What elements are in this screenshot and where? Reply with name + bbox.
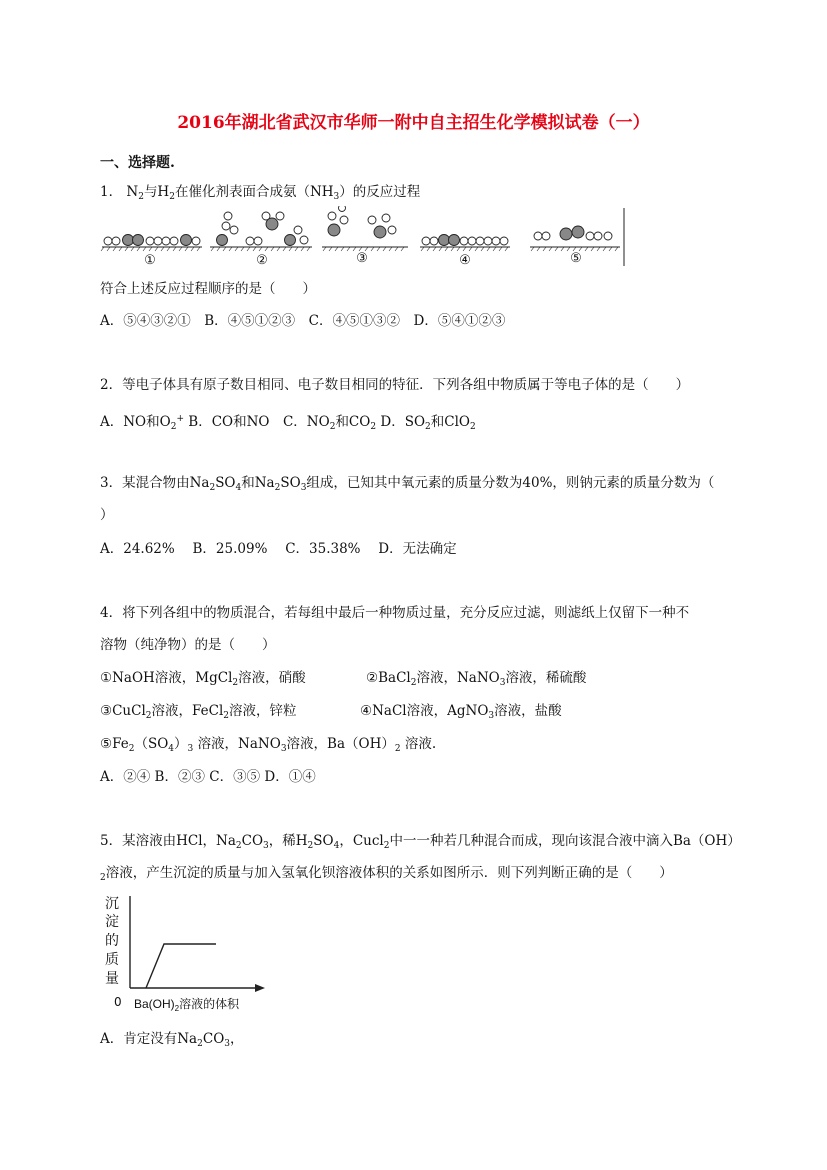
question-4-item-1: ①NaOH溶液，MgCl$_2$溶液，硝酸 xyxy=(100,670,306,688)
figure-label-1: ① xyxy=(144,253,156,268)
graph-origin: 0 xyxy=(114,995,122,1009)
page-title: 2016年湖北省武汉市华师一附中自主招生化学模拟试卷（一） xyxy=(177,113,650,133)
question-4-item-3: ③CuCl$_2$溶液，FeCl$_2$溶液，锌粒 xyxy=(100,703,297,721)
graph-xlabel: $Ba(OH)_2$溶液的体积 xyxy=(134,997,240,1013)
figure-label-3: ③ xyxy=(356,251,368,266)
question-3-options: A．24.62% B．25.09% C．35.38% D．无法确定 xyxy=(100,541,457,557)
graph-ylabel-char: 沉 xyxy=(105,896,119,912)
question-4-stem: 4．将下列各组中的物质混合，若每组中最后一种物质过量，充分反应过滤，则滤纸上仅留下一种不 xyxy=(100,605,690,621)
question-5-stem: 5．某溶液由HCl，$Na_2CO_3$，稀$H_2SO_4$，Cucl$_2$中一一种若几种混合而成，现向该混合液中滴入Ba（OH） xyxy=(100,833,741,851)
question-3-stem: 3．某混合物由$Na_2SO_4$和$Na_2SO_3$组成，已知其中氧元素的质量分数为40%，则钠元素的质量分数为（ xyxy=(100,475,715,493)
question-1-options: A．⑤④③②① B．④⑤①②③ C．④⑤①③② D．⑤④①②③ xyxy=(100,313,506,329)
question-5-option-a: A．肯定没有$Na_2CO_3$， xyxy=(100,1031,244,1049)
graph-ylabel-char: 量 xyxy=(105,971,119,987)
question-3-stem-cont: ） xyxy=(100,507,114,523)
question-1-stem: 1． $N_2$与$H_2$在催化剂表面合成氨$(NH_3)$的反应过程 xyxy=(100,184,421,202)
reaction-process-figure xyxy=(100,206,626,268)
graph-ylabel-char: 的 xyxy=(105,933,119,949)
section-heading: 一、选择题. xyxy=(100,155,175,171)
question-1-ask: 符合上述反应过程顺序的是（ ） xyxy=(100,281,316,297)
graph-ylabel-char: 淀 xyxy=(105,914,119,930)
question-4-item-5: $⑤Fe_2(SO_4)_3$ 溶液，NaNO$_3$溶液，$Ba(OH)_2$ 溶液. xyxy=(100,736,437,754)
precipitate-mass-graph xyxy=(100,888,272,1016)
question-4-options: A．②④ B．②③ C．③⑤ D．①④ xyxy=(100,769,316,785)
graph-line xyxy=(146,944,216,988)
graph-ylabel-char: 质 xyxy=(105,952,119,968)
question-4-item-2: ②BaCl$_2$溶液，NaNO$_3$溶液，稀硫酸 xyxy=(366,670,587,688)
question-4-stem-cont: 溶物（纯净物）的是（ ） xyxy=(100,637,276,653)
figure-label-4: ④ xyxy=(459,253,471,268)
question-2-options: A．NO和$O_2^+$ B．CO和NO C．$NO_2$和$CO_2$ D．$SO_2$和ClO$_2$ xyxy=(100,414,476,432)
question-2-stem: 2．等电子体具有原子数目相同、电子数目相同的特征．下列各组中物质属于等电子体的是（ ） xyxy=(100,377,690,393)
figure-label-2: ② xyxy=(256,253,268,268)
figure-label-5: ⑤ xyxy=(570,251,582,266)
question-4-item-4: ④NaCl溶液，AgNO$_3$溶液，盐酸 xyxy=(360,703,562,721)
question-5-stem-cont: $_2$溶液，产生沉淀的质量与加入氢氧化钡溶液体积的关系如图所示．则下列判断正确的是（ ） xyxy=(100,865,673,883)
